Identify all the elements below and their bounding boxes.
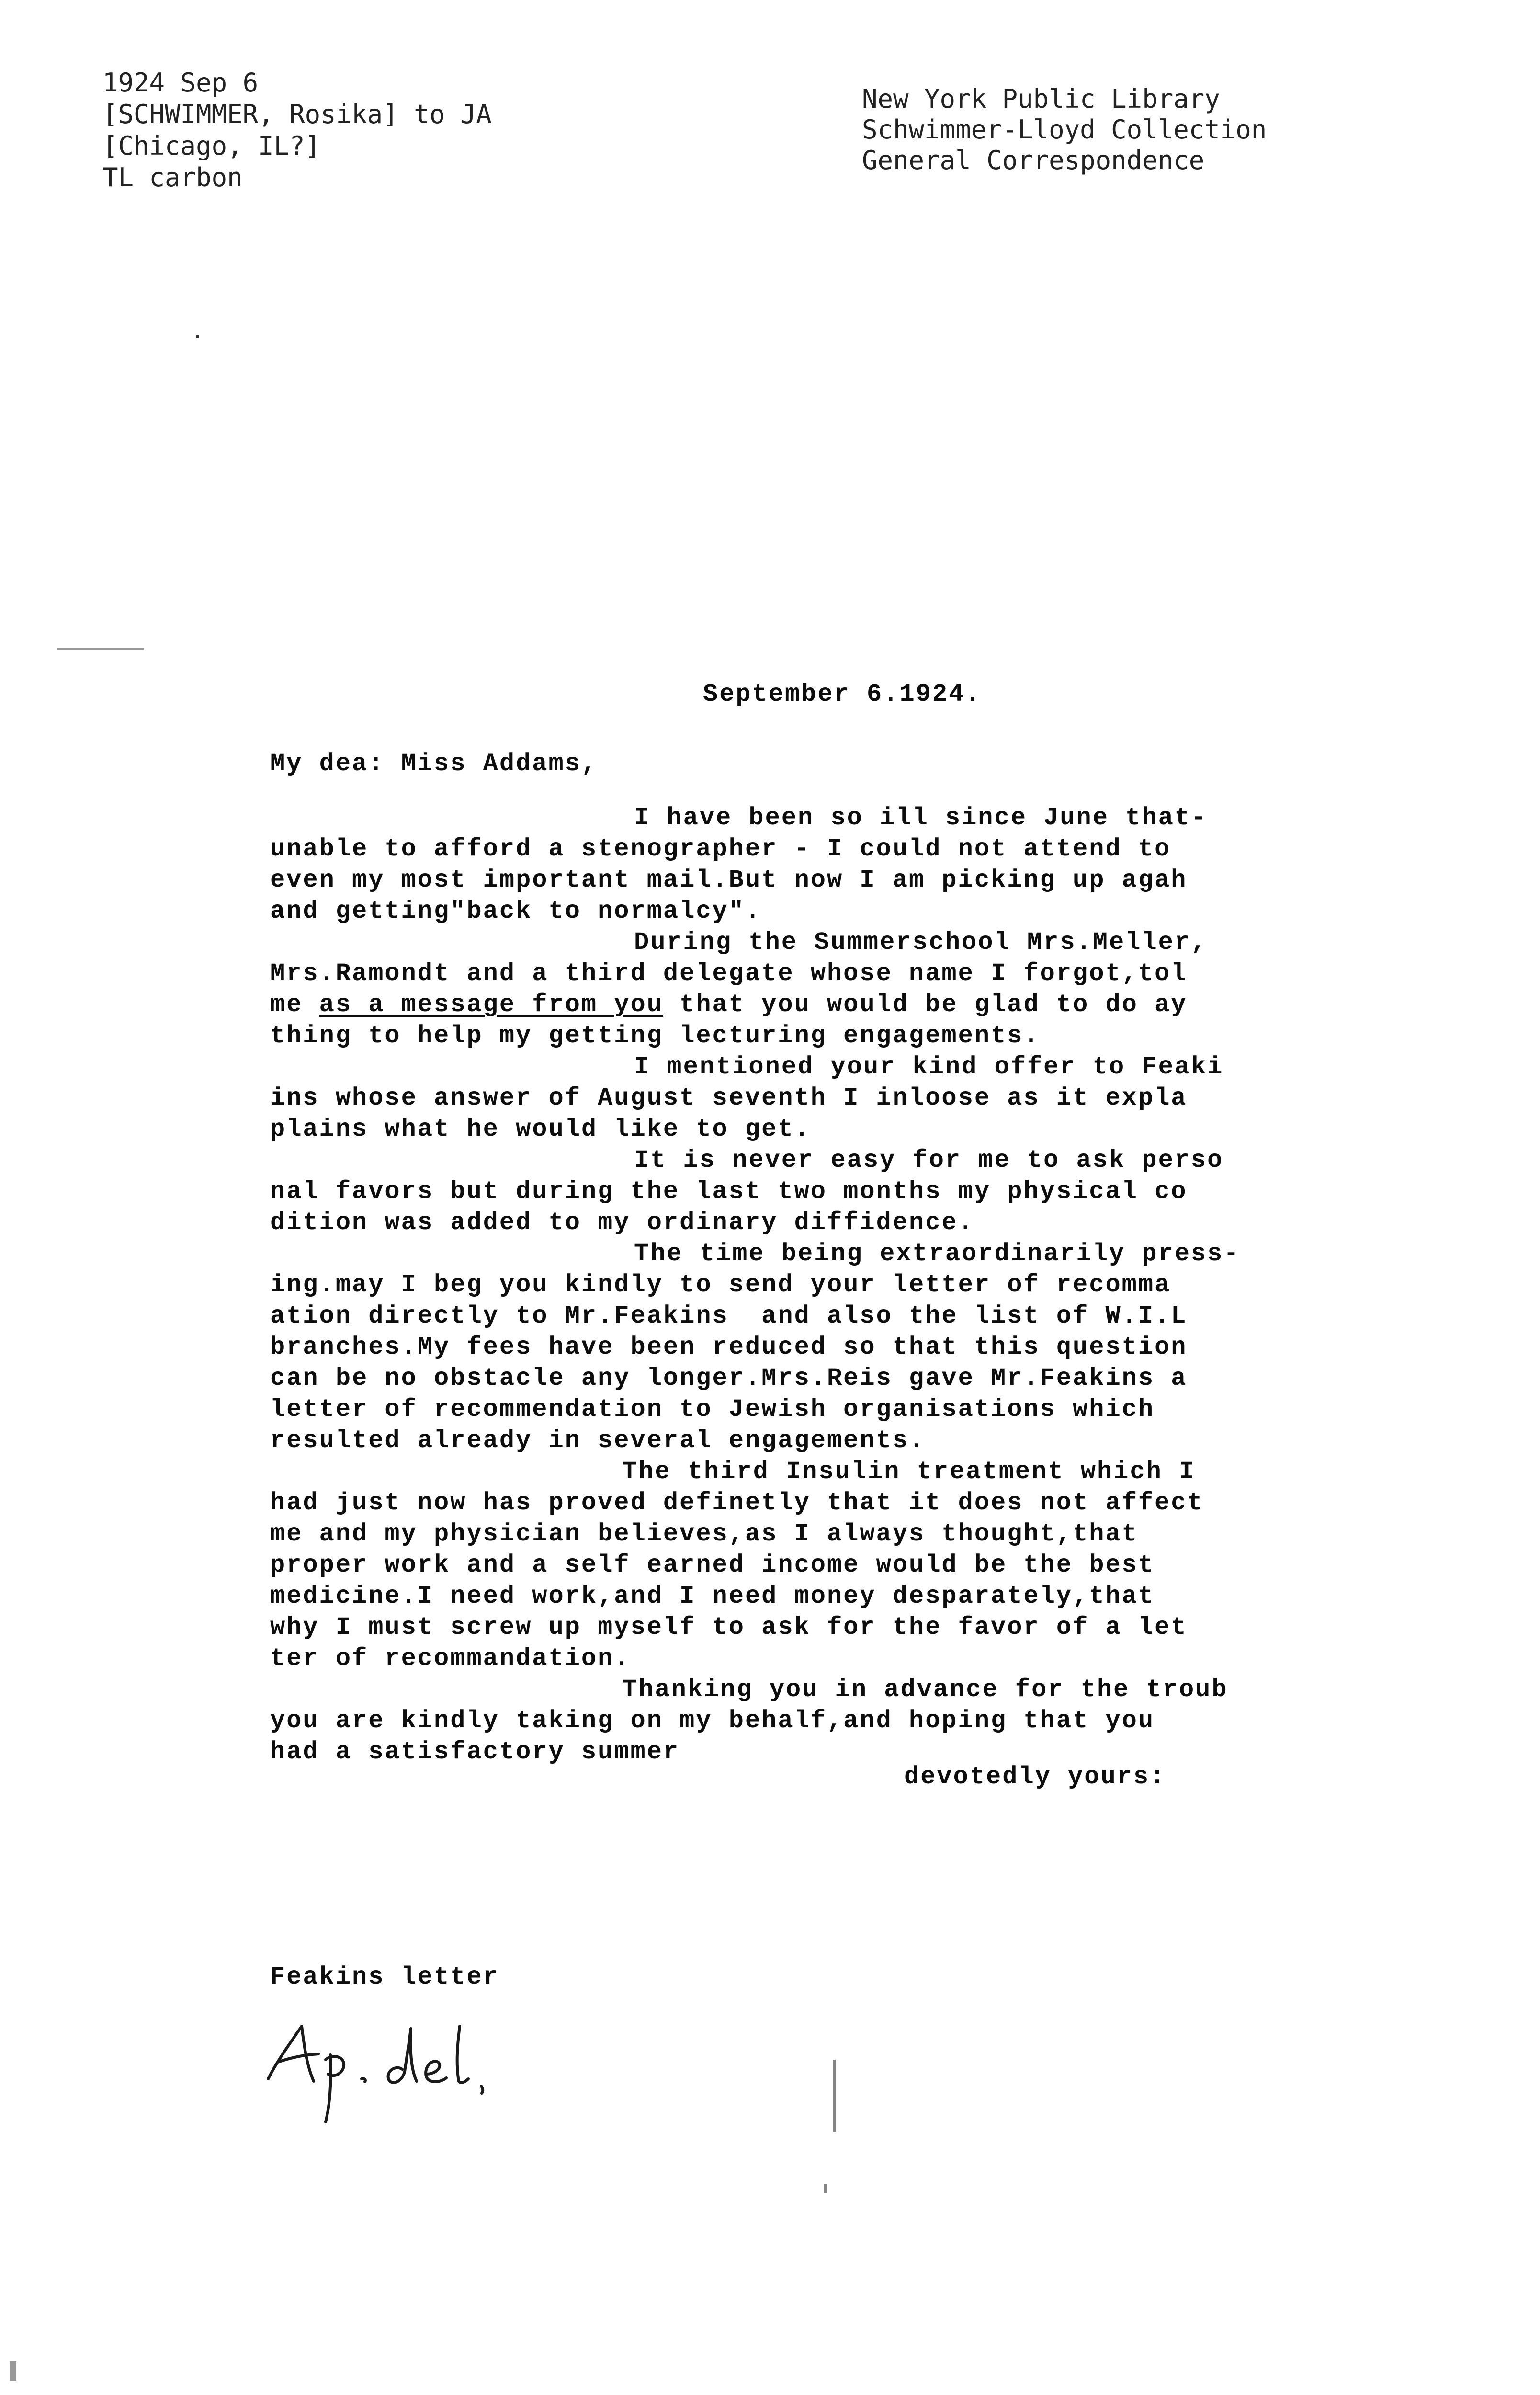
body-line: medicine.I need work,and I need money desparately,that (270, 1582, 1155, 1610)
body-line: plains what he would like to get. (270, 1115, 811, 1143)
body-line: I have been so ill since June that- (634, 804, 1208, 832)
body-line: resulted already in several engagements. (270, 1426, 926, 1455)
scan-mark (824, 2184, 827, 2193)
body-line: Thanking you in advance for the troub (622, 1676, 1228, 1704)
body-line: unable to afford a stenographer - I could not attend to (270, 835, 1171, 863)
body-line: why I must screw up myself to ask for the favor of a let (270, 1613, 1188, 1642)
metadata-place: [Chicago, IL?] (102, 131, 321, 161)
collection-label (862, 84, 1267, 176)
collection-library: New York Public Library (862, 84, 1220, 114)
body-line-suffix: that you would be glad to do ay (663, 991, 1188, 1019)
body-line-prefix: me (270, 991, 319, 1019)
handwritten-notation (259, 2007, 508, 2127)
body-line: proper work and a self earned income would be the best (270, 1551, 1155, 1579)
body-line: letter of recommendation to Jewish organisations which (270, 1395, 1155, 1424)
body-line-underlined (270, 989, 1304, 1020)
scan-mark (196, 335, 199, 338)
metadata-format: TL carbon (102, 162, 243, 193)
body-line: you are kindly taking on my behalf,and hoping that you (270, 1707, 1155, 1735)
body-line: ation directly to Mr.Feakins and also the list of W.I.L (270, 1302, 1188, 1330)
body-line: ins whose answer of August seventh I inloose as it expla (270, 1084, 1188, 1112)
body-line: The third Insulin treatment which I (622, 1458, 1196, 1486)
collection-name: Schwimmer-Lloyd Collection (862, 114, 1267, 145)
scan-mark (57, 648, 144, 650)
letter-date: September 6.1924. (703, 680, 982, 708)
letter-salutation: My dea: Miss Addams, (270, 750, 598, 778)
body-line: dition was added to my ordinary diffidence. (270, 1209, 974, 1237)
body-line: me and my physician believes,as I always thought,that (270, 1520, 1138, 1548)
body-line: thing to help my getting lecturing engagements. (270, 1022, 1040, 1050)
collection-series: General Correspondence (862, 145, 1205, 175)
body-line: ing.may I beg you kindly to send your letter of recomma (270, 1271, 1171, 1299)
body-line: I mentioned your kind offer to Feaki (634, 1053, 1224, 1081)
archive-metadata (102, 67, 492, 194)
letter-body (270, 802, 1304, 1768)
underlined-phrase: as a message from you (319, 991, 663, 1019)
metadata-correspondents: [SCHWIMMER, Rosika] to JA (102, 99, 492, 129)
body-line: The time being extraordinarily press- (634, 1240, 1240, 1268)
body-line: and getting"back to normalcy". (270, 897, 762, 925)
body-line: It is never easy for me to ask perso (634, 1146, 1224, 1175)
metadata-date: 1924 Sep 6 (102, 68, 259, 98)
body-line: can be no obstacle any longer.Mrs.Reis gave Mr.Feakins a (270, 1364, 1188, 1392)
scan-mark (833, 2060, 836, 2132)
body-line: had just now has proved definetly that it does not affect (270, 1489, 1204, 1517)
body-line: branches.My fees have been reduced so that this question (270, 1333, 1188, 1361)
scan-mark (10, 2361, 16, 2381)
letter-closing: devotedly yours: (904, 1763, 1166, 1791)
body-line: During the Summerschool Mrs.Meller, (634, 928, 1208, 957)
enclosure-note: Feakins letter (270, 1963, 499, 1991)
body-line: had a satisfactory summer (270, 1738, 680, 1766)
body-line: ter of recommandation. (270, 1644, 631, 1673)
body-line: nal favors but during the last two months my physical co (270, 1177, 1188, 1206)
body-line: Mrs.Ramondt and a third delegate whose name I forgot,tol (270, 959, 1188, 988)
body-line: even my most important mail.But now I am picking up agah (270, 866, 1188, 894)
